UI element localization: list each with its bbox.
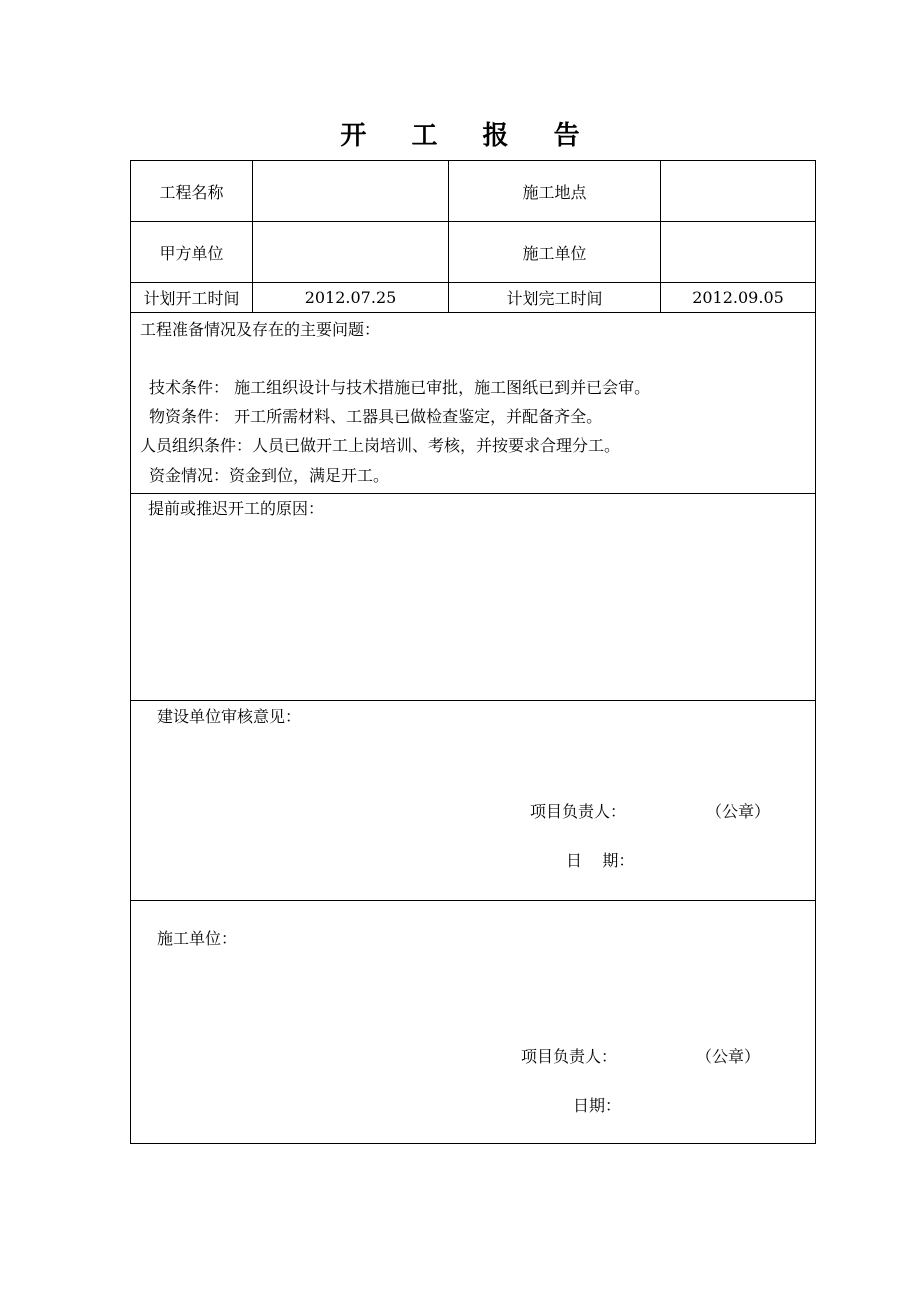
owner-review-heading: 建设单位审核意见：: [157, 707, 302, 726]
table-row: [131, 901, 816, 1144]
preparation-item: 物资条件： 开工所需材料、工器具已做检查鉴定，并配备齐全。: [149, 407, 603, 426]
location-label: 施工地点: [449, 161, 661, 222]
planned-finish-label: 计划完工时间: [449, 283, 661, 313]
contractor-seal-label: （公章）: [696, 1047, 761, 1066]
table-row: [131, 283, 816, 313]
owner-responsible-label: 项目负责人：: [530, 802, 627, 821]
planned-start-value: 2012.07.25: [253, 283, 449, 313]
contractor-responsible-label: 项目负责人：: [521, 1047, 618, 1066]
preparation-item: 技术条件： 施工组织设计与技术措施已审批，施工图纸已到并已会审。: [149, 378, 651, 397]
preparation-item: 人员组织条件：人员已做开工上岗培训、考核，并按要求合理分工。: [140, 436, 621, 455]
planned-finish-value: 2012.09.05: [661, 283, 816, 313]
location-value: [661, 161, 816, 222]
contractor-value: [661, 222, 816, 283]
preparation-section: [131, 313, 816, 494]
owner-seal-label: （公章）: [706, 802, 771, 821]
preparation-heading: 工程准备情况及存在的主要问题：: [140, 320, 381, 339]
contractor-date-label: 日期：: [573, 1096, 622, 1115]
client-value: [253, 222, 449, 283]
table-row: [131, 313, 816, 494]
start-report-table: [130, 160, 816, 1144]
table-row: [131, 222, 816, 283]
contractor-section: [131, 901, 816, 1144]
contractor-label: 施工单位: [449, 222, 661, 283]
owner-review-section: [131, 701, 816, 901]
table-row: [131, 161, 816, 222]
page-title: 开 工 报 告: [340, 121, 598, 151]
delay-reason-heading: 提前或推迟开工的原因：: [148, 499, 325, 518]
planned-start-label: 计划开工时间: [131, 283, 253, 313]
preparation-item: 资金情况：资金到位，满足开工。: [149, 466, 390, 485]
delay-reason-section: [131, 494, 816, 701]
table-row: [131, 701, 816, 901]
contractor-heading: 施工单位：: [157, 929, 238, 948]
table-row: [131, 494, 816, 701]
client-label: 甲方单位: [131, 222, 253, 283]
project-name-label: 工程名称: [131, 161, 253, 222]
project-name-value: [253, 161, 449, 222]
owner-date-label: 日 期：: [566, 851, 635, 870]
